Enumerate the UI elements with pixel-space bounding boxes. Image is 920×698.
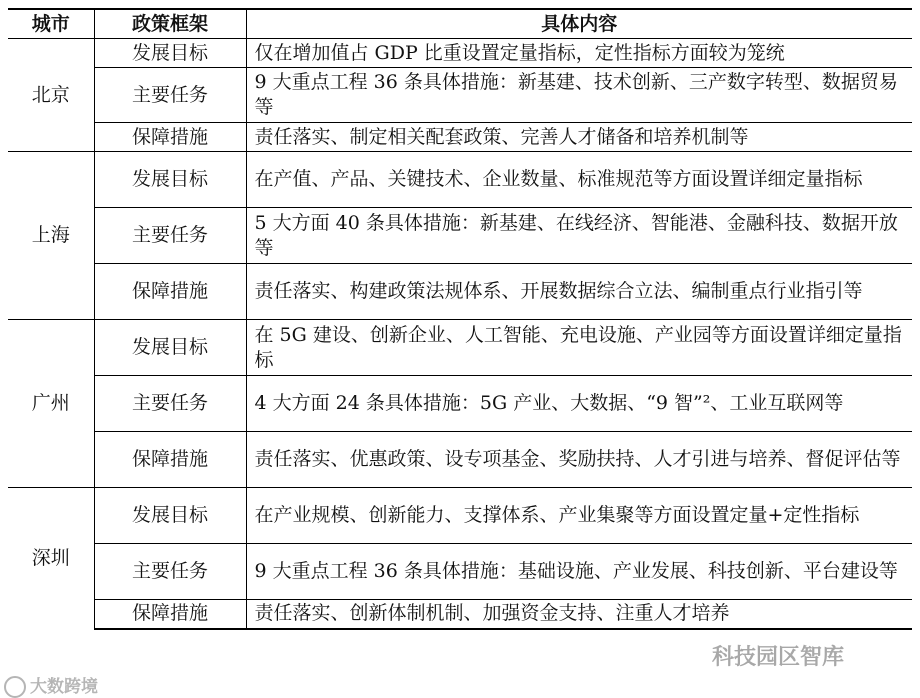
table-row <box>8 600 912 629</box>
table-row <box>8 264 912 320</box>
framework-cell: 发展目标 <box>94 320 246 376</box>
content-cell: 在产值、产品、关键技术、企业数量、标准规范等方面设置详细定量指标 <box>246 152 912 208</box>
watermark-right-text: 科技园区智库 <box>712 645 845 670</box>
watermark-right <box>712 640 844 671</box>
content-cell: 9 大重点工程 36 条具体措施：基础设施、产业发展、科技创新、平台建设等 <box>246 544 912 600</box>
framework-cell: 主要任务 <box>94 376 246 432</box>
content-cell: 仅在增加值占 GDP 比重设置定量指标，定性指标方面较为笼统 <box>246 39 912 68</box>
framework-cell: 保障措施 <box>94 600 246 629</box>
content-cell: 责任落实、构建政策法规体系、开展数据综合立法、编制重点行业指引等 <box>246 264 912 320</box>
table-row <box>8 152 912 208</box>
city-cell-beijing: 北京 <box>8 39 94 152</box>
table-row <box>8 376 912 432</box>
city-cell-guangzhou: 广州 <box>8 320 94 488</box>
watermark-logo-icon <box>4 676 26 698</box>
framework-cell: 主要任务 <box>94 544 246 600</box>
content-cell: 责任落实、制定相关配套政策、完善人才储备和培养机制等 <box>246 123 912 152</box>
framework-cell: 保障措施 <box>94 264 246 320</box>
framework-cell: 保障措施 <box>94 432 246 488</box>
table-row <box>8 432 912 488</box>
framework-cell: 发展目标 <box>94 39 246 68</box>
framework-cell: 发展目标 <box>94 152 246 208</box>
framework-cell: 发展目标 <box>94 488 246 544</box>
city-cell-shenzhen: 深圳 <box>8 488 94 629</box>
watermark-left <box>4 672 98 698</box>
content-cell: 9 大重点工程 36 条具体措施：新基建、技术创新、三产数字转型、数据贸易等 <box>246 68 912 123</box>
table-row <box>8 39 912 68</box>
framework-cell: 主要任务 <box>94 68 246 123</box>
table-row <box>8 208 912 264</box>
city-cell-shanghai: 上海 <box>8 152 94 320</box>
framework-cell: 主要任务 <box>94 208 246 264</box>
content-cell: 5 大方面 40 条具体措施：新基建、在线经济、智能港、金融科技、数据开放等 <box>246 208 912 264</box>
policy-comparison-table <box>8 8 912 630</box>
table-row <box>8 123 912 152</box>
content-cell: 在产业规模、创新能力、支撑体系、产业集聚等方面设置定量+定性指标 <box>246 488 912 544</box>
table-row <box>8 488 912 544</box>
table-row <box>8 68 912 123</box>
header-row <box>8 9 912 39</box>
content-cell: 责任落实、创新体制机制、加强资金支持、注重人才培养 <box>246 600 912 629</box>
header-content: 具体内容 <box>246 9 912 39</box>
watermark-left-text: 大数跨境 <box>30 677 98 697</box>
header-framework: 政策框架 <box>94 9 246 39</box>
content-cell: 在 5G 建设、创新企业、人工智能、充电设施、产业园等方面设置详细定量指标 <box>246 320 912 376</box>
framework-cell: 保障措施 <box>94 123 246 152</box>
content-cell: 4 大方面 24 条具体措施：5G 产业、大数据、“9 智”²、工业互联网等 <box>246 376 912 432</box>
table-row <box>8 320 912 376</box>
table-row <box>8 544 912 600</box>
content-cell: 责任落实、优惠政策、设专项基金、奖励扶持、人才引进与培养、督促评估等 <box>246 432 912 488</box>
header-city: 城市 <box>8 9 94 39</box>
